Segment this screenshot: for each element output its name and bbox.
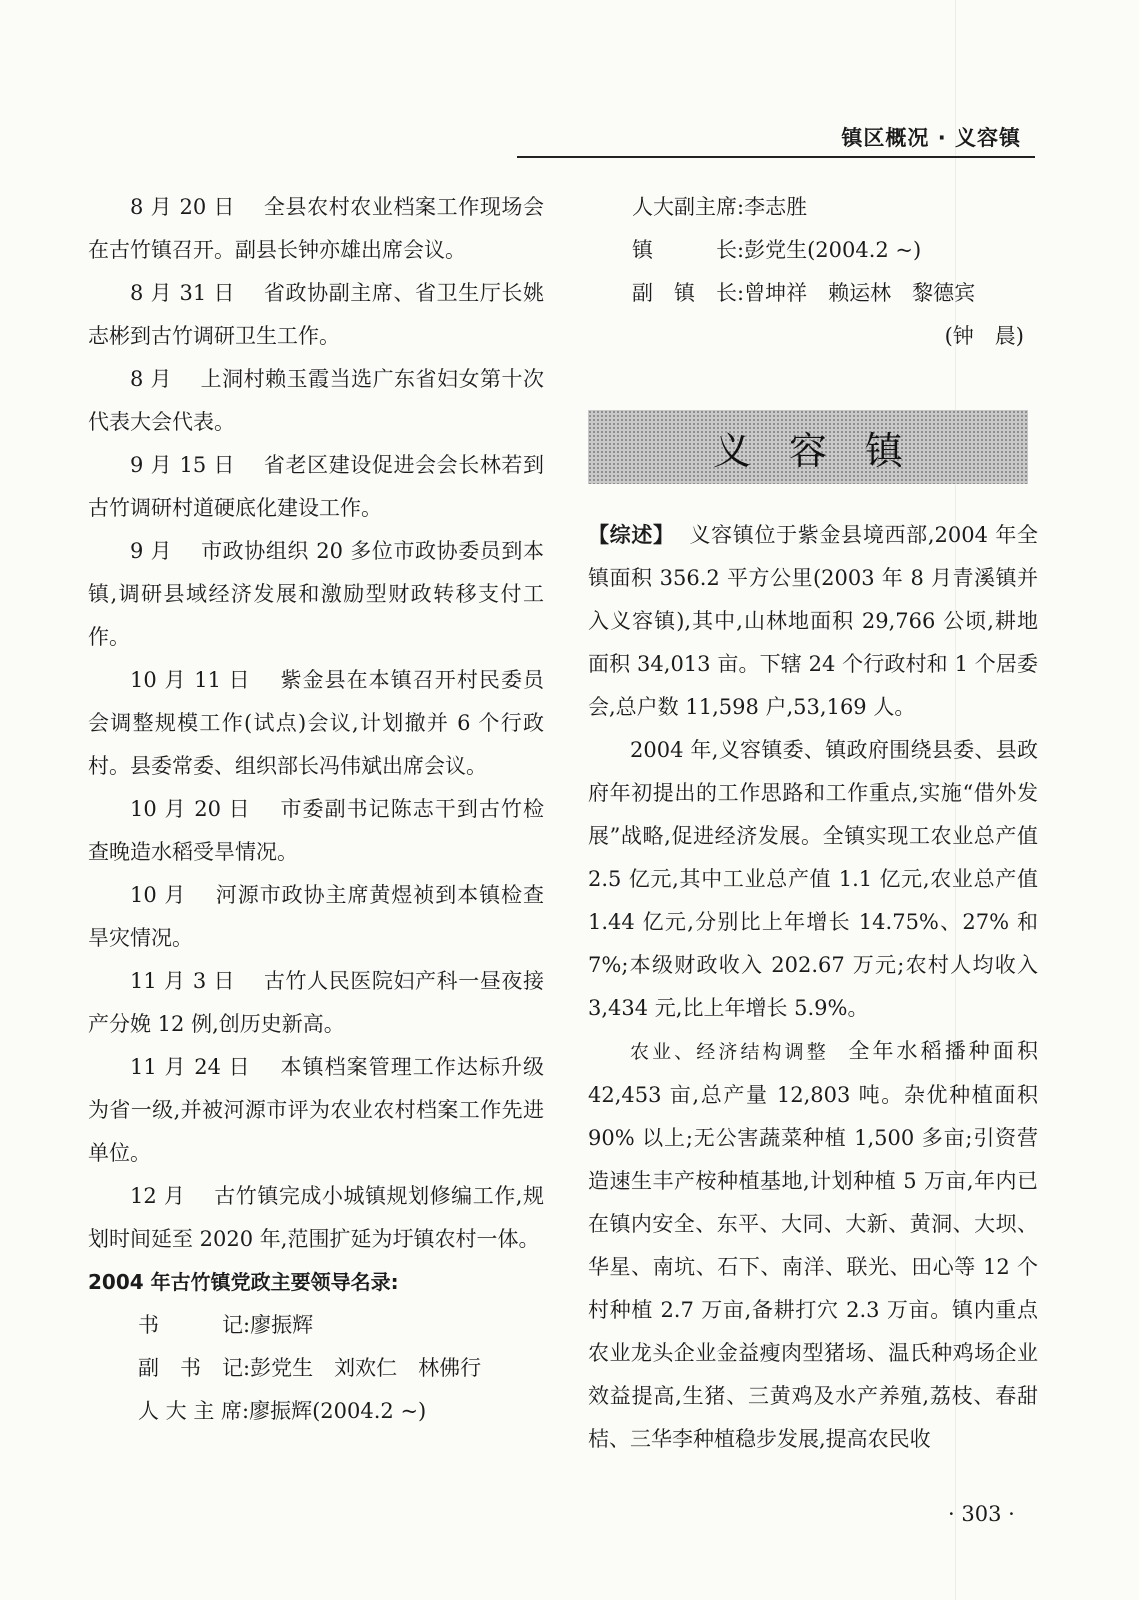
- overview-text: 义容镇位于紫金县境西部,2004 年全镇面积 356.2 平方公里(2003 年 8 月青溪镇并入义容镇),其中,山林地面积 29,766 公顷,耕地面积 34,013 亩。下辖 24 个行政村和 1 个居委会,总户数 11,598 户,53,169 人。: [588, 523, 1039, 719]
- event-text: 省政协副主席、省卫生厅长姚志彬到古竹调研卫生工作。: [88, 281, 544, 348]
- event-date: 10 月 20 日: [130, 797, 251, 821]
- event-date: 12 月: [130, 1184, 186, 1208]
- overview-paragraph: [588, 514, 1038, 729]
- event-date: 8 月 31 日: [130, 281, 236, 305]
- section-body: [588, 514, 1038, 1461]
- event-text: 市委副书记陈志干到古竹检查晚造水稻受旱情况。: [88, 797, 544, 864]
- event-date: 9 月: [130, 539, 173, 563]
- event-item: [88, 659, 544, 788]
- event-item: [88, 530, 544, 659]
- event-date: 10 月: [130, 883, 187, 907]
- leader-row: 人 大 主 席:廖振辉(2004.2 ~): [138, 1399, 427, 1423]
- event-date: 11 月 3 日: [130, 969, 236, 993]
- event-text: 上洞村赖玉霞当选广东省妇女第十次代表大会代表。: [88, 367, 544, 434]
- event-text: 古竹人民医院妇产科一昼夜接产分娩 12 例,创历史新高。: [88, 969, 544, 1036]
- event-date: 10 月 11 日: [130, 668, 251, 692]
- leader-row: 书 记:廖振辉: [138, 1313, 314, 1337]
- agriculture-paragraph: [588, 1030, 1038, 1461]
- event-text: 本镇档案管理工作达标升级为省一级,并被河源市评为农业农村档案工作先进单位。: [88, 1055, 544, 1165]
- event-item: [88, 788, 544, 874]
- leader-list-title: 2004 年古竹镇党政主要领导名录:: [88, 1270, 399, 1294]
- event-text: 紫金县在本镇召开村民委员会调整规模工作(试点)会议,计划撤并 6 个行政村。县委常委、组织部长冯伟斌出席会议。: [88, 668, 544, 778]
- event-item: [88, 874, 544, 960]
- event-item: [88, 272, 544, 358]
- right-column-top: [588, 186, 1038, 358]
- event-text: 全县农村农业档案工作现场会在古竹镇召开。副县长钟亦雄出席会议。: [88, 195, 544, 262]
- leader-list: [88, 1304, 544, 1433]
- event-item: [88, 444, 544, 530]
- event-item: [88, 186, 544, 272]
- leader-row: 副 镇 长:曾坤祥 赖运林 黎德宾: [632, 281, 976, 305]
- section-banner: [588, 410, 1028, 484]
- event-date: 8 月 20 日: [130, 195, 236, 219]
- agriculture-text: 全年水稻播种面积 42,453 亩,总产量 12,803 吨。杂优种植面积 90% 以上;无公害蔬菜种植 1,500 多亩;引资营造速生丰产桉种植基地,计划种植 5 万亩,年内已在镇内安全、东平、大同、大新、黄洞、大坝、华星、南坑、石下、南洋、联光、田心等 12 个村种植 2.7 万亩,备耕打穴 2.3 万亩。镇内重点农业龙头企业金益瘦肉型猪场、温氏种鸡场企业效益提高,生猪、三黄鸡及水产养殖,荔枝、春甜桔、三华李种植稳步发展,提高农民收: [588, 1039, 1038, 1451]
- event-text: 河源市政协主席黄煜祯到本镇检查旱灾情况。: [88, 883, 544, 950]
- overview-tag: 【综述】: [588, 523, 675, 547]
- agriculture-subheading: 农业、经济结构调整: [630, 1041, 829, 1063]
- leader-row: 镇 长:彭党生(2004.2 ~): [632, 238, 922, 262]
- leader-row: 人大副主席:李志胜: [632, 195, 808, 219]
- event-text: 市政协组织 20 多位市政协委员到本镇,调研县域经济发展和激励型财政转移支付工作。: [88, 539, 544, 649]
- page-number: · 303 ·: [948, 1502, 1015, 1526]
- event-item: [88, 1046, 544, 1175]
- running-header: [517, 120, 1035, 158]
- event-text: 省老区建设促进会会长林若到古竹调研村道硬底化建设工作。: [88, 453, 544, 520]
- economy-paragraph: 2004 年,义容镇委、镇政府围绕县委、县政府年初提出的工作思路和工作重点,实施“借外发展”战略,促进经济发展。全镇实现工农业总产值 2.5 亿元,其中工业总产值 1.1 亿元,农业总产值 1.44 亿元,分别比上年增长 14.75%、27% 和 7%;本级财政收入 202.67 万元;农村人均收入 3,434 元,比上年增长 5.9%。: [588, 738, 1038, 1020]
- event-item: [88, 358, 544, 444]
- event-list: [88, 186, 544, 1261]
- event-date: 8 月: [130, 367, 173, 391]
- event-item: [88, 960, 544, 1046]
- event-date: 11 月 24 日: [130, 1055, 251, 1079]
- leader-row: 副 书 记:彭党生 刘欢仁 林佛行: [138, 1356, 482, 1380]
- running-header-title: 镇区概况 · 义容镇: [841, 126, 1021, 150]
- leader-list-continued: [588, 186, 1038, 315]
- event-date: 9 月 15 日: [130, 453, 236, 477]
- section-title: 义容镇: [712, 428, 941, 473]
- event-text: 古竹镇完成小城镇规划修编工作,规划时间延至 2020 年,范围扩延为圩镇农村一体。: [88, 1184, 544, 1251]
- left-column: [88, 186, 544, 1433]
- author-credit: (钟 晨): [944, 324, 1024, 348]
- event-item: [88, 1175, 544, 1261]
